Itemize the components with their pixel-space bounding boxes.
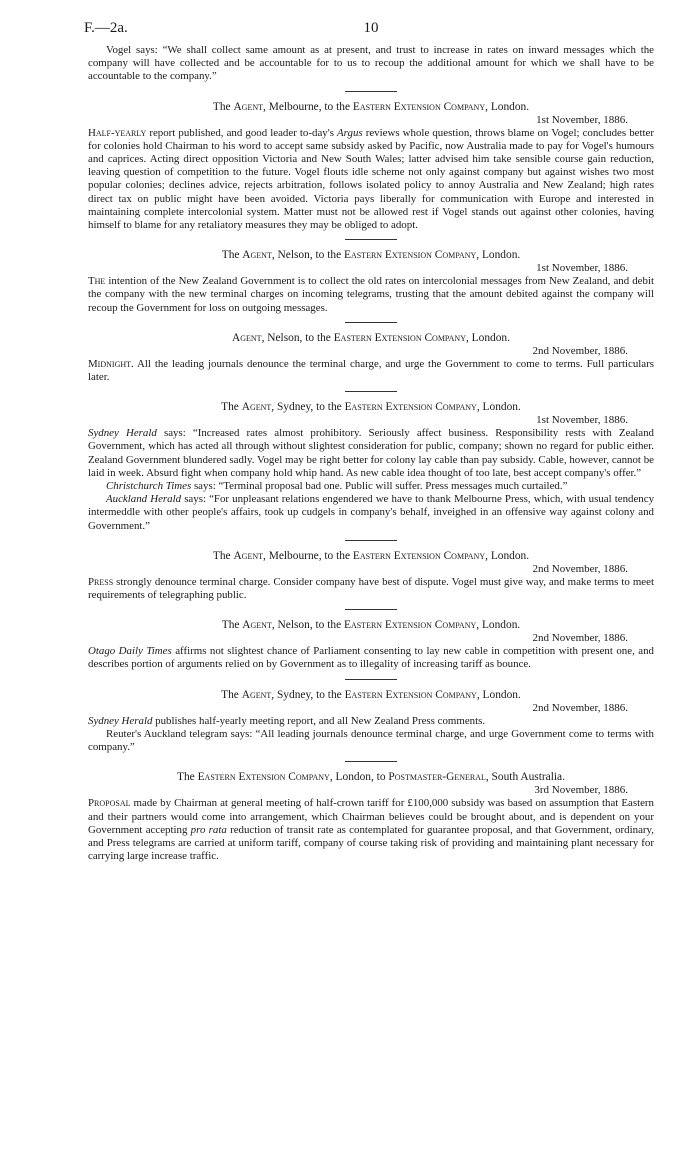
- telegram-heading: The Eastern Extension Company, London, to Postmaster-General, South Australia.: [177, 771, 565, 784]
- telegram-body: Proposal made by Chairman at general meeting of half-crown tariff for £100,000 subsidy was based on assumption that Eastern and their partners would come into arrangement, which Chairman believes could be brought about, and is dependent on your Government accepting pro rata reduction of transit rate as contemplated for guarantee proposal, and that Government, ordinary, and Press telegrams are carried at uniform tariff, company of course taking risk of providing and maintaining plant necessary for carrying large increase traffic.: [88, 797, 654, 863]
- page-header: [84, 18, 654, 44]
- intro-paragraph: Vogel says: “We shall collect same amount as at present, and trust to increase in rates on inward messages which the company will have collected and be accountable for to us to recoup the additional amount for which we shall have to be accountable to the company.”: [88, 44, 654, 83]
- telegram-date: 3rd November, 1886.: [534, 784, 628, 797]
- telegram-body: The intention of the New Zealand Government is to collect the old rates on intercolonial messages from New Zealand, and debit the company with the new terminal charges on incoming telegrams, trusting that the amount debited against the company will recoup the Government for loss on outgoing messages.: [88, 275, 654, 314]
- telegram-body: Christchurch Times says: “Terminal proposal bad one. Public will suffer. Press messages much curtailed.”: [106, 480, 568, 493]
- divider: [345, 239, 397, 240]
- page-number: 10: [363, 20, 379, 36]
- divider: [345, 91, 397, 92]
- telegram-heading: Agent, Nelson, to the Eastern Extension Company, London.: [232, 331, 510, 344]
- telegram-body: Sydney Herald says: “Increased rates almost prohibitory. Seriously affect business. Responsibility rests with Zealand Government, which has acted all through without slightest consideration for public, company; shown no regard for public either. Zealand Government blundered sadly. Vogel may be right better for colony lay cable than pay subsidy. Cable, however, cannot be laid in week. Absurd fight when company hold whip hand. As new cable idea thought of too late, best accept company's offer.”: [88, 427, 654, 479]
- telegram-body: Sydney Herald publishes half-yearly meeting report, and all New Zealand Press comments.: [88, 714, 486, 727]
- telegram-date: 2nd November, 1886.: [532, 701, 628, 714]
- telegram-date: 2nd November, 1886.: [532, 632, 628, 645]
- telegram-heading: The Agent, Sydney, to the Eastern Extension Company, London.: [221, 401, 521, 414]
- telegram-body: Reuter's Auckland telegram says: “All leading journals denounce terminal charge, and urge Government come to terms with company.”: [88, 727, 654, 754]
- divider: [345, 679, 397, 680]
- divider: [345, 322, 397, 323]
- telegram-body: Otago Daily Times affirms not slightest chance of Parliament consenting to lay new cable in competition with present one, and describes portion of arguments relied on by Government as to illegality of increasing tariff as bounce.: [88, 645, 654, 671]
- divider: [345, 761, 397, 762]
- telegram-date: 2nd November, 1886.: [532, 344, 628, 357]
- telegram-date: 1st November, 1886.: [536, 414, 628, 427]
- telegram-body: Midnight. All the leading journals denounce the terminal charge, and urge the Government to come to terms. Full particulars later.: [88, 357, 654, 384]
- telegram-date: 1st November, 1886.: [536, 262, 628, 275]
- paper-reference: F.—2a.: [84, 20, 128, 36]
- telegram-heading: The Agent, Nelson, to the Eastern Extension Company, London.: [221, 619, 521, 632]
- divider: [345, 609, 397, 610]
- telegram-date: 2nd November, 1886.: [532, 562, 628, 575]
- telegram-heading: The Agent, Melbourne, to the Eastern Extension Company, London.: [212, 100, 530, 113]
- telegram-date: 1st November, 1886.: [536, 113, 628, 126]
- divider: [345, 540, 397, 541]
- divider: [345, 391, 397, 392]
- telegram-heading: The Agent, Sydney, to the Eastern Extension Company, London.: [221, 688, 521, 701]
- document-page: [84, 18, 655, 863]
- telegram-body: Auckland Herald says: “For unpleasant relations engendered we have to thank Melbourne Press, which, with usual tendency intermeddle with other people's affairs, took up cudgels in company's behalf, inveighed in an offensive way against colony and Government.”: [88, 493, 655, 532]
- telegram-heading: The Agent, Nelson, to the Eastern Extension Company, London.: [221, 249, 521, 262]
- telegram-body: Press strongly denounce terminal charge. Consider company have best of dispute. Vogel must give way, and make terms to meet requirements of telegraphing public.: [88, 575, 654, 602]
- telegram-body: Half-yearly report published, and good leader to-day's Argus reviews whole question, throws blame on Vogel; concludes better for colonies hold Chairman to his word to accept same subsidy asked by Pacific, now Australia made to pay for Vogel's humours and caprices. Acting direct opposition Victoria and New South Wales; latter advised him take sensible course gain reduction, leaving question of competition to the future. Vogel flouts idle scheme not only against company but against wishes two most popular colonies; declines advice, rejects arbitration, follows isolated policy to annoy Australia and New Zealand; high rates direct tax on public might have been avoided. Victoria pays liberally for communication with Europe and interested in maintaining complete intercolonial system. Matter must not be allowed rest if Vogel stands out against other colonies, having himself to blame for any retaliatory measures they may be obliged to adopt.: [88, 126, 654, 232]
- telegram-heading: The Agent, Melbourne, to the Eastern Extension Company, London.: [212, 549, 530, 562]
